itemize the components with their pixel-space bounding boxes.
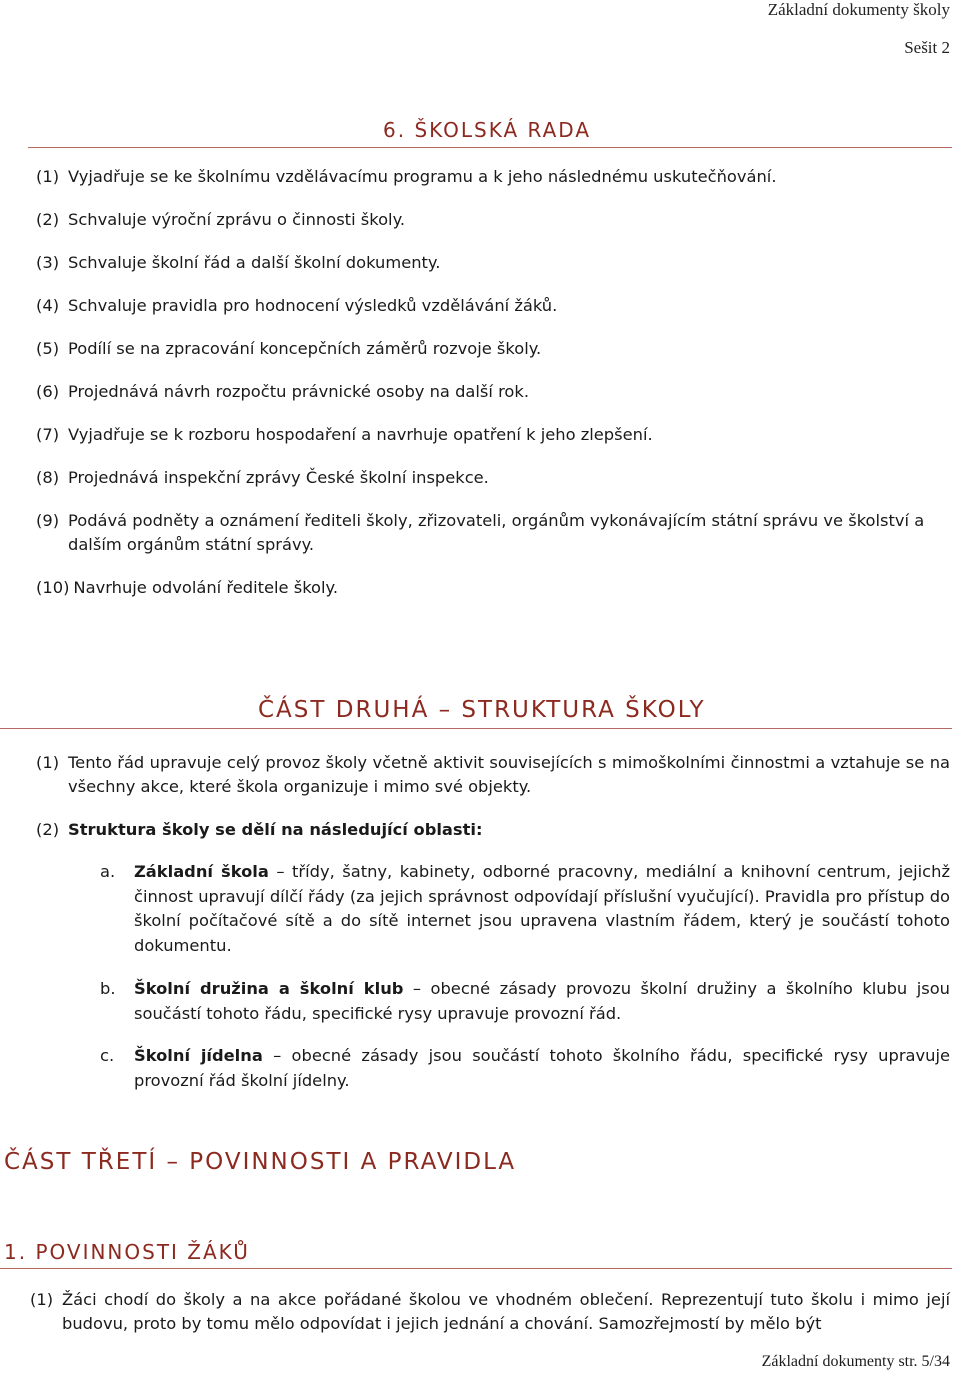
section-title-pupil-duties: 1. POVINNOSTI ŽÁKŮ: [4, 1240, 250, 1264]
school-board-item: [36, 208, 950, 232]
item-text: Schvaluje pravidla pro hodnocení výsledků vzdělávání žáků.: [68, 296, 558, 315]
subitem-label: c.: [100, 1046, 115, 1065]
school-board-item: [36, 509, 950, 554]
subitem-bold: Školní družina a školní klub: [134, 979, 404, 998]
item-number: (1): [30, 1290, 54, 1309]
section-title-school-board: 6. ŠKOLSKÁ RADA: [383, 118, 592, 142]
school-board-item: [36, 251, 950, 275]
subitem-text: [134, 1044, 950, 1093]
school-board-item: [36, 423, 950, 447]
item-text: Schvaluje výroční zprávu o činnosti školy.: [68, 210, 406, 229]
item-number: (1): [36, 753, 60, 772]
school-board-item: [36, 337, 950, 361]
part2-item-1: [36, 751, 950, 796]
volume-label: Sešit 2: [904, 38, 950, 57]
school-board-item: [36, 576, 950, 600]
subitem-text: [134, 860, 950, 958]
item-number: (5): [36, 339, 60, 358]
item-text: Vyjadřuje se k rozboru hospodaření a navrhuje opatření k jeho zlepšení.: [68, 425, 653, 444]
duties-item-1: [30, 1288, 950, 1333]
item-number: (1): [36, 167, 60, 186]
subitem-body: – třídy, šatny, kabinety, odborné pracovny, mediální a knihovní centrum, jejichž činnost upravují dílčí řády (za jejich správnost odpovídají příslušní vyučující). Pravidla pro přístup do školní počítačové sítě a do sítě internet jsou upravena vlastním řádem, který je součástí tohoto dokumentu.: [134, 862, 951, 955]
school-board-item: [36, 380, 950, 404]
subitem-label: a.: [100, 862, 116, 881]
item-number: (10): [36, 578, 70, 597]
subitem-text: [134, 977, 950, 1026]
part-two-rule: [0, 728, 952, 729]
subitem-bold: Základní škola: [134, 862, 269, 881]
subitem-label: b.: [100, 979, 116, 998]
item-text: Projednává inspekční zprávy České školní inspekce.: [68, 468, 489, 487]
part-two-title: ČÁST DRUHÁ – STRUKTURA ŠKOLY: [258, 697, 706, 723]
school-board-item: [36, 466, 950, 490]
item-text: Schvaluje školní řád a další školní dokumenty.: [68, 253, 441, 272]
item-text: Navrhuje odvolání ředitele školy.: [73, 578, 339, 597]
subitem-body: – obecné zásady provozu školní družiny a školního klubu jsou součástí tohoto řádu, specifické rysy upravuje provozní řád.: [134, 979, 951, 1023]
item-number: (3): [36, 253, 60, 272]
part-three-title: ČÁST TŘETÍ – POVINNOSTI A PRAVIDLA: [4, 1149, 517, 1175]
item-number: (4): [36, 296, 60, 315]
school-board-item: [36, 294, 950, 318]
subitem-body: – obecné zásady jsou součástí tohoto školního řádu, specifické rysy upravuje provozní řád školní jídelny.: [134, 1046, 950, 1090]
item-number: (9): [36, 511, 60, 530]
item-number: (2): [36, 820, 60, 839]
section-rule: [28, 147, 952, 148]
part2-item-2: [36, 818, 950, 842]
item-text: Projednává návrh rozpočtu právnické osoby na další rok.: [68, 382, 530, 401]
item-number: (7): [36, 425, 60, 444]
document-title-header: Základní dokumenty školy: [767, 0, 950, 19]
item-number: (8): [36, 468, 60, 487]
page-footer: Základní dokumenty str. 5/34: [761, 1353, 950, 1370]
item-text: Žáci chodí do školy a na akce pořádané školou ve vhodném oblečení. Reprezentují tuto školu i mimo její budovu, proto by tomu mělo odpovídat i jejich jednání a chování. Samozřejmostí by mělo být: [62, 1290, 950, 1333]
item-number: (6): [36, 382, 60, 401]
item-text: Struktura školy se dělí na následující oblasti:: [68, 820, 483, 839]
item-text: Podílí se na zpracování koncepčních záměrů rozvoje školy.: [68, 339, 542, 358]
item-text: Vyjadřuje se ke školnímu vzdělávacímu programu a k jeho následnému uskutečňování.: [68, 167, 777, 186]
item-number: (2): [36, 210, 60, 229]
subitem-bold: Školní jídelna: [134, 1046, 263, 1065]
item-text: Tento řád upravuje celý provoz školy včetně aktivit souvisejících s mimoškolními činnostmi a vztahuje se na všechny akce, které škola organizuje i mimo své objekty.: [68, 753, 950, 796]
item-text: Podává podněty a oznámení řediteli školy, zřizovateli, orgánům vykonávajícím státní správu ve školství a dalším orgánům státní správy.: [68, 511, 925, 554]
school-board-item: [36, 165, 950, 189]
section-rule-duties: [0, 1268, 952, 1269]
